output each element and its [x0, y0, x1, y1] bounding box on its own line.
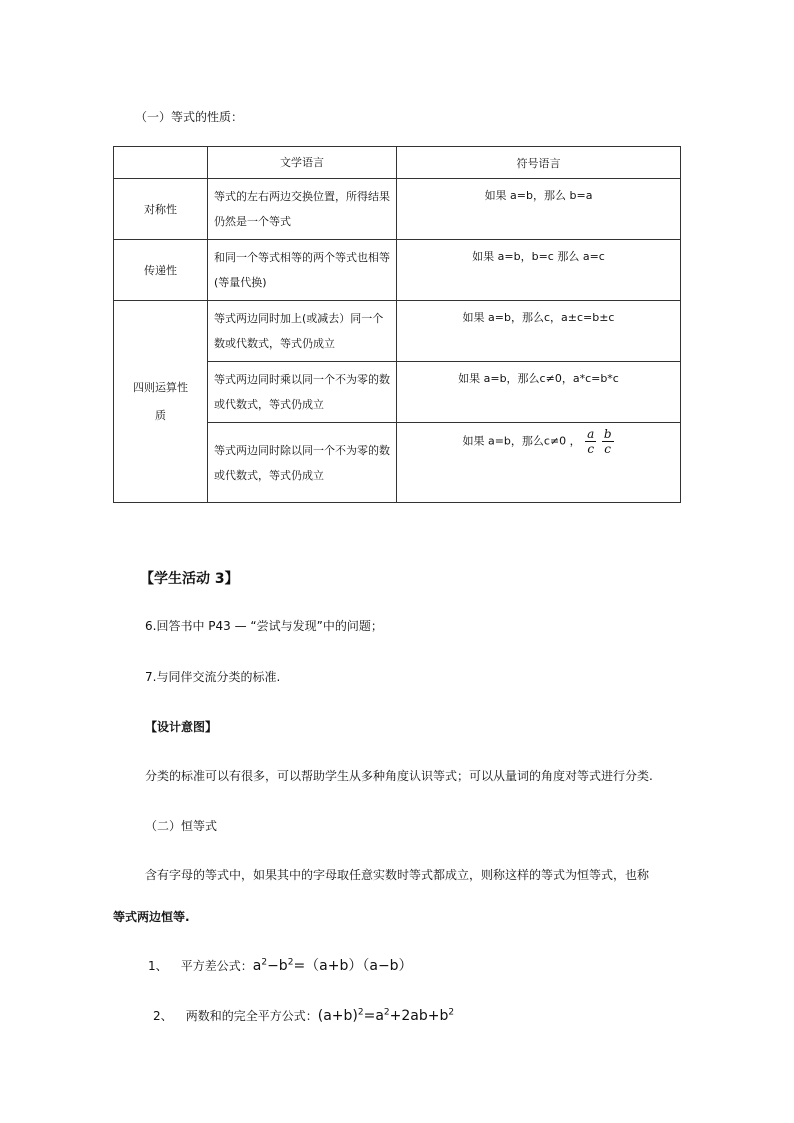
property-symbol: 如果 a=b，那么c≠0 ，: [462, 434, 581, 448]
property-text: 等式两边同时除以同一个不为零的数或代数式，等式仍成立: [208, 423, 397, 503]
fraction-numerator: b: [603, 427, 612, 441]
property-name: 对称性: [114, 179, 208, 240]
formula-number: 1、: [148, 959, 168, 973]
exponent: 2: [287, 957, 294, 968]
identity-definition-line2: 等式两边恒等.: [113, 910, 190, 924]
exponent: 2: [448, 1007, 455, 1018]
fraction-denominator: c: [587, 442, 595, 456]
table-row: [114, 301, 681, 362]
header-cell-symbolic: 符号语言: [397, 147, 681, 179]
property-text: 等式的左右两边交换位置，所得结果仍然是一个等式: [208, 179, 397, 240]
activity-item-7: 7.与同伴交流分类的标准.: [145, 670, 281, 684]
formula-term: +2ab+b: [389, 1008, 449, 1024]
exponent: 2: [357, 1007, 364, 1018]
section-title-equality-properties: （一）等式的性质：: [135, 110, 244, 124]
property-symbol-cell: [397, 179, 681, 240]
property-symbol-cell: [397, 423, 681, 503]
exponent: 2: [383, 1007, 390, 1018]
table-header-row: [114, 147, 681, 179]
formula-perfect-square: [153, 1005, 454, 1024]
section-title-identity: （二）恒等式: [145, 819, 218, 833]
property-symbol: 如果 a=b，那么c≠0，a*c=b*c: [458, 372, 619, 385]
property-symbol-cell: [397, 301, 681, 362]
student-activity-heading: 【学生活动 3】: [140, 571, 239, 587]
formula-term: −b: [267, 958, 288, 974]
property-symbol-cell: [397, 240, 681, 301]
property-text: 等式两边同时乘以同一个不为零的数或代数式，等式仍成立: [208, 362, 397, 423]
design-intent-heading: 【设计意图】: [145, 720, 218, 734]
equality-properties-table: [113, 146, 681, 503]
formula-term: =a: [363, 1008, 384, 1024]
property-name: 四则运算性质: [114, 301, 208, 503]
formula-term: a: [252, 958, 262, 974]
property-symbol-cell: [397, 362, 681, 423]
property-name: 传递性: [114, 240, 208, 301]
property-symbol: 如果 a=b，b=c 那么 a=c: [472, 250, 605, 263]
design-intent-text: 分类的标准可以有很多，可以帮助学生从多种角度认识等式；可以从量词的角度对等式进行分类.: [145, 769, 653, 783]
table-row: [114, 179, 681, 240]
fraction-b-over-c: [602, 427, 614, 456]
property-symbol-division: [397, 423, 680, 456]
property-text: 和同一个等式相等的两个等式也相等(等量代换): [208, 240, 397, 301]
formula-term: =（a+b）（a−b）: [293, 958, 413, 974]
header-cell-empty: [114, 147, 208, 179]
formula-label: 两数和的完全平方公式：: [185, 1009, 318, 1023]
property-symbol: 如果 a=b，那么 b=a: [484, 189, 593, 202]
formula-term: (a+b): [317, 1008, 358, 1024]
fraction-a-over-c: [585, 427, 596, 456]
table-row: [114, 240, 681, 301]
formula-label: 平方差公式：: [180, 959, 253, 973]
fraction-denominator: c: [604, 442, 612, 456]
fraction-numerator: a: [587, 427, 595, 441]
property-text: 等式两边同时加上(或减去）同一个数或代数式，等式仍成立: [208, 301, 397, 362]
activity-item-6: 6.回答书中 P43 — “尝试与发现”中的问题；: [145, 619, 383, 633]
header-cell-verbal: 文学语言: [208, 147, 397, 179]
formula-number: 2、: [153, 1009, 173, 1023]
identity-definition-line1: 含有字母的等式中，如果其中的字母取任意实数时等式都成立，则称这样的等式为恒等式，也称: [145, 868, 650, 882]
formula-expression: [253, 958, 413, 974]
formula-difference-of-squares: [148, 955, 413, 975]
exponent: 2: [261, 957, 268, 968]
formula-expression: [318, 1008, 454, 1024]
property-symbol: 如果 a=b，那么c，a±c=b±c: [462, 311, 615, 324]
